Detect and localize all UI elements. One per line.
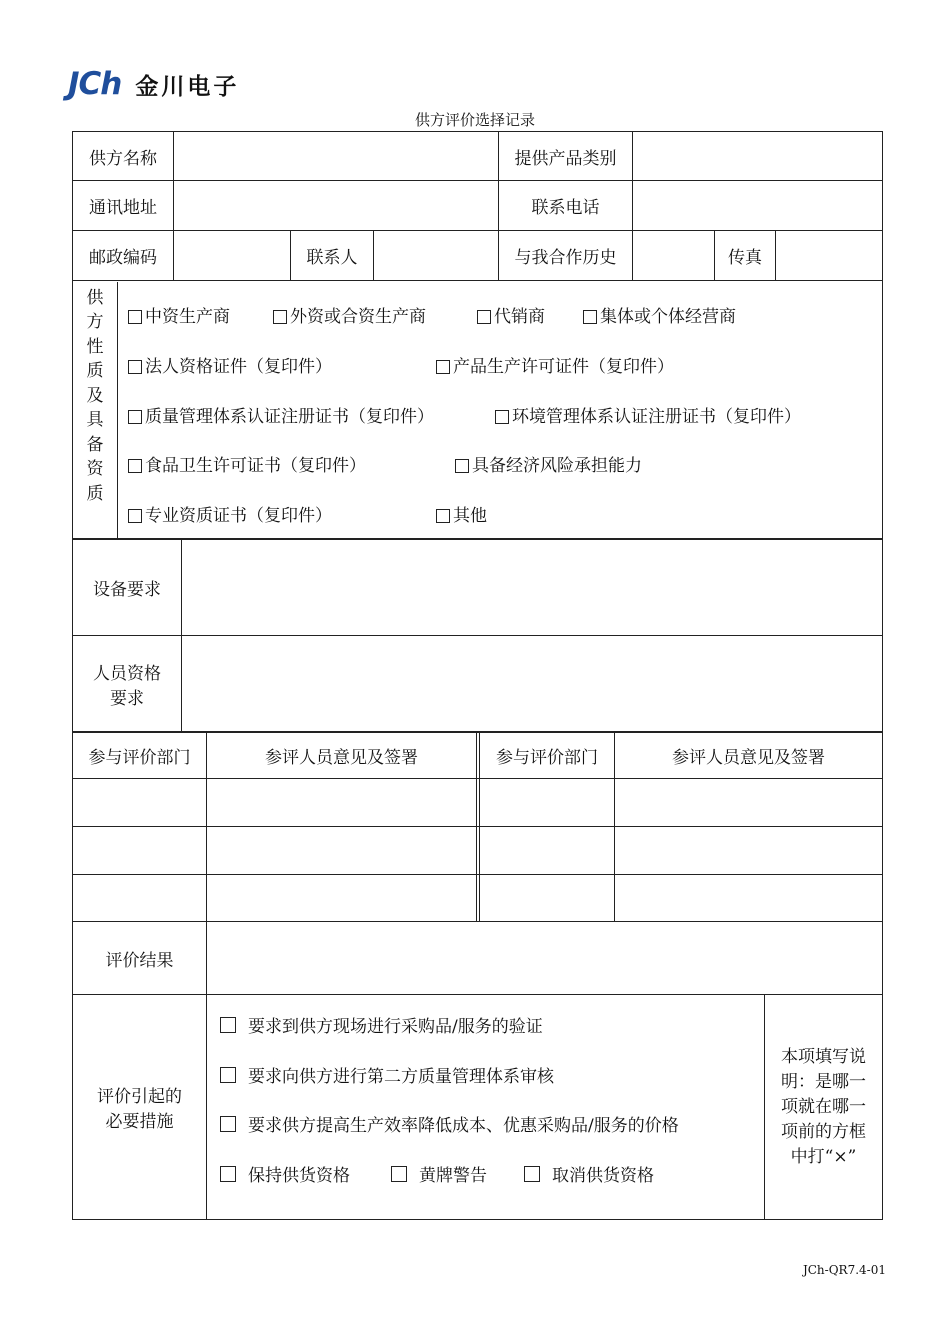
measures-options (207, 995, 764, 1219)
checkbox-icon (128, 410, 142, 424)
measures-label: 评价引起的 必要措施 (73, 995, 207, 1220)
product-category-label: 提供产品类别 (499, 132, 633, 181)
requirements-table (72, 538, 883, 733)
checkbox-environment-system-cert[interactable]: 环境管理体系认证注册证书（复印件） (495, 402, 801, 427)
checkbox-icon (220, 1017, 236, 1033)
checkbox-distributor[interactable]: 代销商 (477, 302, 545, 327)
history-label: 与我合作历史 (499, 231, 633, 281)
fax-cell (715, 231, 883, 281)
postcode-field[interactable] (174, 231, 291, 281)
opinion-cell[interactable] (615, 827, 883, 875)
address-label: 通讯地址 (73, 181, 174, 231)
checkbox-icon (220, 1166, 236, 1182)
checkbox-icon (495, 410, 509, 424)
logo-brand: JCh (68, 66, 122, 102)
checkbox-icon (128, 360, 142, 374)
equipment-label: 设备要求 (73, 539, 182, 636)
checkbox-icon (583, 310, 597, 324)
supplier-name-label: 供方名称 (73, 132, 174, 181)
checkbox-icon (524, 1166, 540, 1182)
phone-label: 联系电话 (499, 181, 633, 231)
fax-field[interactable] (776, 231, 882, 280)
checkbox-icon (391, 1166, 407, 1182)
checkbox-quality-system-cert[interactable]: 质量管理体系认证注册证书（复印件） (128, 402, 434, 427)
checkbox-other[interactable]: 其他 (436, 501, 487, 526)
contact-field[interactable] (374, 231, 499, 281)
checkbox-economic-risk[interactable]: 具备经济风险承担能力 (455, 451, 642, 476)
contact-label: 联系人 (291, 231, 374, 281)
product-category-field[interactable] (633, 132, 883, 181)
dept-cell[interactable] (73, 875, 207, 922)
dept-header-left: 参与评价部门 (73, 732, 207, 779)
personnel-field[interactable] (182, 636, 883, 733)
dept-cell[interactable] (480, 779, 615, 827)
dept-cell[interactable] (73, 779, 207, 827)
checkbox-icon (436, 360, 450, 374)
document-code: JCh-QR7.4-01 (802, 1263, 886, 1277)
qualification-label-cell (73, 282, 118, 539)
checkbox-keep-qualification[interactable]: 保持供货资格 (220, 1161, 350, 1186)
phone-field[interactable] (633, 181, 883, 231)
checkbox-collective-individual[interactable]: 集体或个体经营商 (583, 302, 736, 327)
postcode-label: 邮政编码 (73, 231, 174, 281)
dept-cell[interactable] (73, 827, 207, 875)
checkbox-icon (436, 509, 450, 523)
opinion-header-right: 参评人员意见及签署 (615, 732, 883, 779)
checkbox-cost-reduction[interactable]: 要求供方提高生产效率降低成本、优惠采购品/服务的价格 (220, 1111, 679, 1136)
checkbox-icon (220, 1067, 236, 1083)
company-logo (68, 66, 239, 102)
dept-cell[interactable] (480, 875, 615, 922)
result-label: 评价结果 (73, 922, 207, 995)
qualification-options (118, 282, 882, 539)
checkbox-icon (220, 1116, 236, 1132)
checkbox-cancel-qualification[interactable]: 取消供货资格 (524, 1161, 654, 1186)
address-field[interactable] (174, 181, 499, 231)
opinion-cell[interactable] (207, 779, 477, 827)
equipment-field[interactable] (182, 539, 883, 636)
dept-cell[interactable] (480, 827, 615, 875)
checkbox-icon (128, 459, 142, 473)
checkbox-professional-cert[interactable]: 专业资质证书（复印件） (128, 501, 332, 526)
review-table (72, 731, 883, 922)
checkbox-icon (455, 459, 469, 473)
checkbox-food-hygiene-license[interactable]: 食品卫生许可证书（复印件） (128, 451, 366, 476)
qualification-cell (73, 281, 883, 540)
checkbox-domestic-manufacturer[interactable]: 中资生产商 (128, 302, 230, 327)
checkbox-legal-person-cert[interactable]: 法人资格证件（复印件） (128, 352, 332, 377)
checkbox-site-verification[interactable]: 要求到供方现场进行采购品/服务的验证 (220, 1012, 543, 1037)
measures-note: 本项填写说 明：是哪一 项就在哪一 项前的方框 中打“×” (765, 995, 883, 1220)
checkbox-second-party-audit[interactable]: 要求向供方进行第二方质量管理体系审核 (220, 1062, 554, 1087)
opinion-cell[interactable] (207, 827, 477, 875)
checkbox-icon (477, 310, 491, 324)
checkbox-yellow-card[interactable]: 黄牌警告 (391, 1161, 487, 1186)
opinion-header-left: 参评人员意见及签署 (207, 732, 477, 779)
result-field[interactable] (207, 922, 883, 995)
supplier-info-table (72, 131, 883, 540)
checkbox-icon (128, 310, 142, 324)
personnel-label: 人员资格 要求 (73, 636, 182, 733)
supplier-name-field[interactable] (174, 132, 499, 181)
checkbox-production-license[interactable]: 产品生产许可证件（复印件） (436, 352, 674, 377)
form-title: 供方评价选择记录 (414, 111, 535, 129)
result-table (72, 921, 883, 1220)
dept-header-right: 参与评价部门 (480, 732, 615, 779)
history-field[interactable] (633, 231, 715, 281)
measures-options-cell (207, 995, 765, 1220)
opinion-cell[interactable] (615, 875, 883, 922)
checkbox-icon (273, 310, 287, 324)
checkbox-foreign-manufacturer[interactable]: 外资或合资生产商 (273, 302, 426, 327)
opinion-cell[interactable] (615, 779, 883, 827)
checkbox-icon (128, 509, 142, 523)
logo-company-name: 金川电子 (135, 73, 240, 100)
opinion-cell[interactable] (207, 875, 477, 922)
fax-label: 传真 (715, 231, 776, 280)
qualification-label: 供方性质及具备资质 (86, 287, 104, 504)
